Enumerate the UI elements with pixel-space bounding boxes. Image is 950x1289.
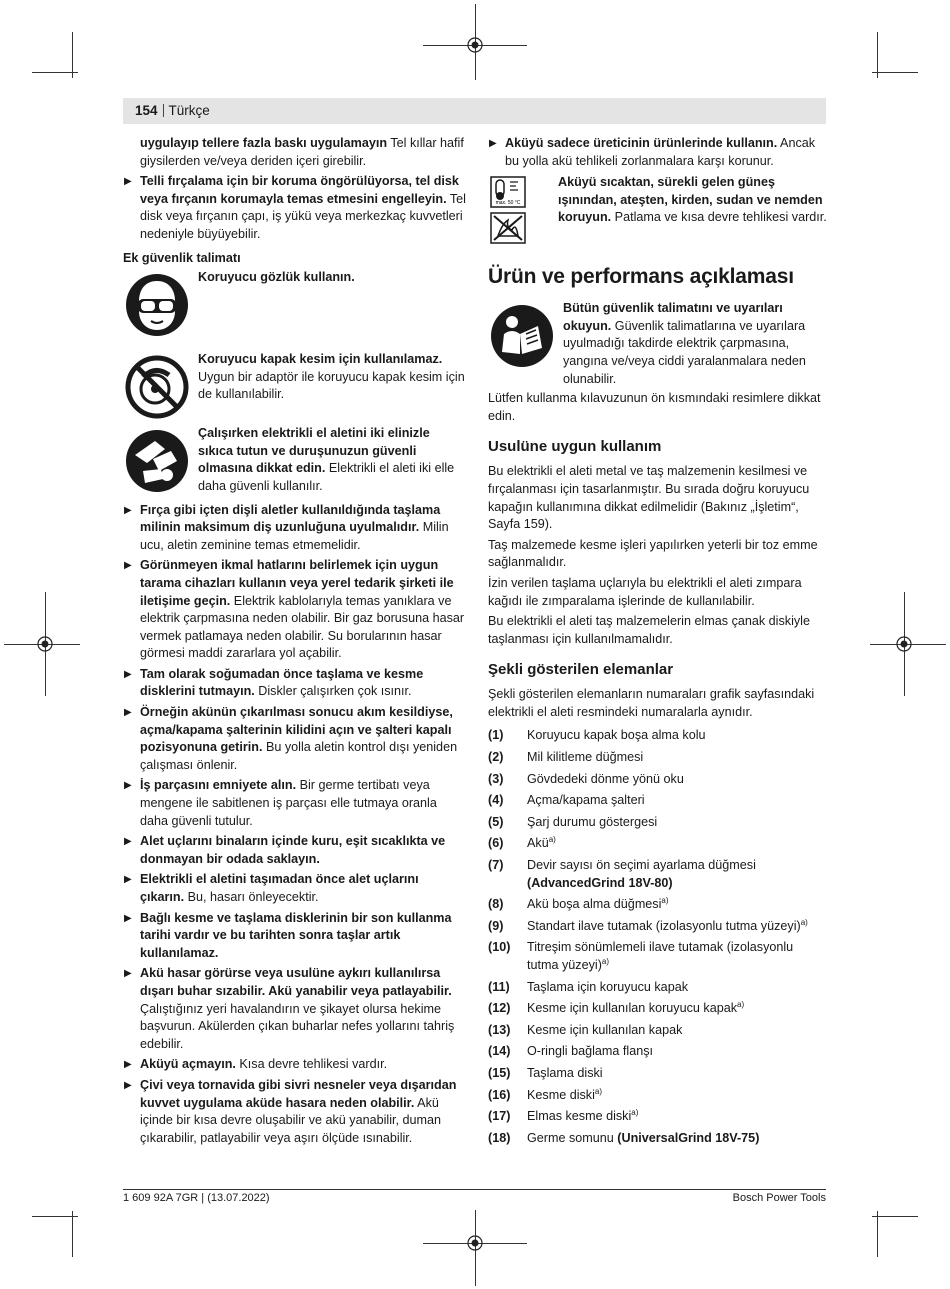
bullet-item: ▶ Görünmeyen ikmal hatlarını belirlemek için uygun tarama cihazları kullanın veya yerel tedarik şirketi ile iletişime geçin. Elektrik kablolarıyla temas yanıklara ve elektrik çarpmasına neden olabilir. Bir gaz borusuna hasar vermek patlamaya neden olabilir. Su borularının hasar görmesi maddi zararlara yol açabilir. [124,558,465,661]
arrow-bullet-icon: ▶ [124,176,132,188]
component-label-wrap [527,771,828,789]
footnote-marker: a) [800,917,808,927]
component-label-wrap [527,979,828,997]
component-item [488,857,828,892]
bullet-item: ▶ Bağlı kesme ve taşlama disklerinin bir son kullanma tarihi vardır ve bu tarihten sonra taşlar artık kullanılamaz. [124,910,452,960]
component-number: (4) [488,793,504,808]
components-list [488,727,828,1147]
bullet-item: ▶ Tam olarak soğumadan önce taşlama ve kesme disklerini tutmayın. Diskler çalışırken çok ısınır. [124,666,424,699]
battery-warning [488,174,828,244]
component-number: (6) [488,836,504,851]
bullet-item: ▶ İş parçasını emniyete alın. Bir germe tertibatı veya mengene ile sabitlenen iş parçası elle tutmaya oranla daha güvenli tutulur. [124,778,437,828]
component-number: (3) [488,771,504,786]
component-label-wrap [527,896,828,914]
crop-mark [872,1216,918,1217]
component-number: (12) [488,1001,511,1016]
component-label: Gövdedeki dönme yönü oku [527,771,684,786]
component-label: O-ringli bağlama flanşı [527,1044,653,1059]
manual-note: Lütfen kullanma kılavuzunun ön kısmındaki resimlere dikkat edin. [488,391,821,423]
component-label: Açma/kapama şalteri [527,793,645,808]
footer-doc-code: 1 609 92A 7GR | (13.07.2022) [123,1192,270,1204]
component-number: (17) [488,1109,511,1124]
component-number: (1) [488,728,504,743]
no-guard-cutting-icon [125,355,189,419]
section-title: Ürün ve performans açıklaması [488,265,794,289]
extra-safety-heading: Ek güvenlik talimatı [123,250,241,265]
component-number: (15) [488,1065,511,1080]
intended-use-paragraph: Taş malzemede kesme işleri yapılırken yeterli bir toz emme sağlanmalıdır. [488,537,818,570]
component-label: Titreşim sönümlemeli ilave tutamak (izolasyonlu tutma yüzeyi) [527,940,794,972]
component-item [488,939,828,974]
component-label-wrap [527,918,828,936]
component-item [488,835,828,853]
read-manual-instruction [488,300,828,388]
component-item [488,1087,828,1105]
components-intro: Şekli gösterilen elemanların numaraları grafik sayfasındaki elektrikli el aleti resmindeki numaralarla aynıdır. [488,687,815,719]
no-fire-water-icon [490,212,526,244]
component-label: Kesme için kullanılan kapak [527,1022,683,1037]
component-label: Taşlama için koruyucu kapak [527,979,688,994]
component-item [488,792,828,810]
battery-warning-text: Patlama ve kısa devre tehlikesi vardır. [611,210,827,225]
footnote-marker: a) [661,896,669,906]
bullet-item: ▶ Aküyü sadece üreticinin ürünlerinde kullanın. Ancak bu yolla akü tehlikeli zorlanmalara karşı korunur. [489,136,816,168]
component-item [488,727,828,745]
bullet-item: ▶ Aküyü açmayın. Kısa devre tehlikesi vardır. [123,1056,466,1074]
footnote-marker: a) [601,956,610,966]
intro-paragraph: uygulayıp tellere fazla baskı uygulamayın Tel kıllar hafif giysilerden ve/veya deriden içeri girebilir. [140,136,464,168]
component-item [488,749,828,767]
component-label-wrap [527,727,828,745]
crop-mark [872,72,918,73]
icon-instruction [123,351,466,419]
component-label-wrap [527,1043,828,1061]
component-label: Mil kilitleme düğmesi [527,750,644,765]
component-label-wrap [527,1000,828,1018]
component-item [488,1022,828,1040]
bullet-item: ▶ Elektrikli el aletini taşımadan önce alet uçlarını çıkarın. Bu, hasarı önleyecektir. [124,872,419,904]
arrow-bullet-icon: ▶ [489,138,497,149]
crop-mark [877,1211,878,1257]
component-item [488,814,828,832]
right-column [488,135,828,1151]
component-label: Taşlama diski [527,1065,603,1080]
arrow-bullet-icon: ▶ [124,504,132,516]
component-label: Koruyucu kapak boşa alma kolu [527,728,706,743]
bullet-item: ▶ Fırça gibi içten dişli aletler kullanıldığında taşlama milinin maksimum diş uzunluğuna uyulmalıdır. Milin ucu, aletin zeminine temas etmemelidir. [124,502,449,552]
component-number: (18) [488,1130,511,1145]
component-item [488,979,828,997]
component-label-wrap [527,835,828,853]
bullet-item: ▶ Alet uçlarını binaların içinde kuru, eşit sıcaklıkta ve donmayan bir odada saklayın. [124,834,446,866]
component-label-wrap [527,1108,828,1126]
safety-bullet-list [123,502,466,1148]
component-number: (11) [488,979,510,994]
component-label: Kesme diski [527,1087,595,1102]
registration-mark-icon [466,1234,484,1252]
header-language: Türkçe [168,103,210,118]
page-number: 154 [135,103,158,118]
read-manual-text: Güvenlik talimatlarına ve uyarılara uyulmadığı takdirde elektrik çarpmasına, yangına ve/veya ciddi yaralanmalara neden olunabilir. [563,318,806,386]
component-model: (AdvancedGrind 18V-80) [527,875,673,890]
arrow-bullet-icon: ▶ [124,1079,132,1091]
component-number: (16) [488,1087,511,1102]
component-model: (UniversalGrind 18V-75) [617,1130,760,1145]
component-label-wrap [527,939,828,974]
max-temperature-icon [490,176,526,208]
component-label: Akü [527,836,549,851]
icon-instruction-bold: Koruyucu kapak kesim için kullanılamaz. [198,352,443,367]
icon-instruction-bold: Koruyucu gözlük kullanın. [198,270,355,285]
component-label-wrap [527,1130,828,1148]
arrow-bullet-icon: ▶ [124,707,132,719]
read-manual-icon [490,304,554,368]
intended-use-title: Usulüne uygun kullanım [488,438,662,456]
component-item [488,771,828,789]
arrow-bullet-icon: ▶ [124,560,132,572]
two-hands-icon [125,429,189,493]
crop-mark [72,1211,73,1257]
component-label: Devir sayısı ön seçimi ayarlama düğmesi [527,858,756,873]
component-item [488,1130,828,1148]
component-label-wrap [527,857,828,892]
icon-instruction-bold: Çalışırken elektrikli el aletini iki elinizle sıkıca tutun ve duruşunuzun güvenli olmasına dikkat edin. [198,426,430,476]
arrow-bullet-icon: ▶ [124,1059,132,1071]
component-number: (13) [488,1022,511,1037]
icon-instruction-text: Elektrikli el aleti iki elle daha güvenli kullanılır. [198,461,455,493]
icon-instruction-text: Uygun bir adaptör ile koruyucu kapak kesim için de kullanılabilir. [198,369,465,402]
component-number: (14) [488,1044,511,1059]
component-item [488,918,828,936]
header-divider [163,104,164,117]
component-item [488,1108,828,1126]
arrow-bullet-icon: ▶ [124,912,132,924]
read-manual-bold: Bütün güvenlik talimatını ve uyarıları okuyun. [563,301,783,333]
battery-warning-bold: Aküyü sıcaktan, sürekli gelen güneş ışınından, ateşten, kirden, sudan ve nemden koruyun. [558,175,823,225]
component-item [488,896,828,914]
component-label: Akü boşa alma düğmesi [527,897,662,912]
crop-mark [32,72,78,73]
component-label: Şarj durumu göstergesi [527,814,658,829]
component-number: (7) [488,858,504,873]
arrow-bullet-icon: ▶ [124,836,132,848]
component-label: Standart ilave tutamak (izolasyonlu tutma yüzeyi) [527,918,801,933]
safety-glasses-icon [125,273,189,337]
component-number: (8) [488,897,504,912]
component-label-wrap [527,814,828,832]
arrow-bullet-icon: ▶ [124,874,132,886]
footnote-marker: a) [737,1000,745,1009]
bullet-item: ▶ Örneğin akünün çıkarılması sonucu akım kesildiyse, açma/kapama şalterinin kilidini açın ve şalteri kapalı pozisyonuna getirin. Bu yolla aletin kontrol dışı yeniden çalışması önlenir. [124,705,458,772]
icon-instruction [123,425,466,495]
icon-instruction [123,269,466,345]
intended-use-paragraph: İzin verilen taşlama uçlarıyla bu elektrikli el aleti zımpara kağıdı ile zımparalama işlerinde de kullanılabilir. [488,575,802,608]
registration-mark-icon [466,36,484,54]
bullet-item: ▶ Çivi veya tornavida gibi sivri nesneler veya dışarıdan kuvvet uygulama aküde hasara neden olabilir. Akü içinde bir kısa devre oluşabilir ve akü yanabilir, duman çıkarabilir, patlayabilir veya aşırı ölçüde ısınabilir. [124,1077,457,1145]
component-label-wrap [527,1065,828,1083]
component-number: (9) [488,918,504,933]
component-label: Kesme için kullanılan koruyucu kapak [527,1001,738,1016]
components-title: Şekli gösterilen elemanlar [488,661,674,679]
footer-brand: Bosch Power Tools [732,1192,826,1204]
bullet-item: ▶ Akü hasar görürse veya usulüne aykırı kullanılırsa dışarı buhar sızabilir. Akü yanabilir veya patlayabilir. Çalıştığınız yeri havalandırın ve şikayet olursa hekime başvurun. Akülerden çıkan buharlar nefes yollarını tahriş edebilir. [124,966,455,1051]
component-label-wrap [527,1087,828,1105]
component-label: Elmas kesme diski [527,1109,632,1124]
page-header [135,103,210,118]
component-item [488,1043,828,1061]
max-temperature-label: max. 50 °C [495,200,521,207]
footnote-marker: a) [594,1086,603,1096]
intended-use-paragraph: Bu elektrikli el aleti taş malzemelerin elmas çanak diskiyle taşlanması için kullanılmamalıdır. [488,614,810,646]
component-label-wrap [527,749,828,767]
component-number: (10) [488,940,511,955]
component-item [488,1000,828,1018]
component-label: Germe somunu [527,1130,614,1145]
page-header-bar [123,98,826,124]
arrow-bullet-icon: ▶ [124,968,132,980]
component-number: (2) [488,750,504,765]
arrow-bullet-icon: ▶ [124,780,132,792]
crop-mark [32,1216,78,1217]
component-number: (5) [488,814,504,829]
footnote-marker: a) [548,835,556,845]
left-column [123,135,466,1150]
component-item [488,1065,828,1083]
footer-divider [123,1189,826,1190]
bullet-item: ▶ Telli fırçalama için bir koruma öngörülüyorsa, tel disk veya fırçanın korumayla temas etmesini engelleyin. Tel disk veya fırçanın çapı, iş yükü veya merkezkaç kuvvetleri nedeniyle büyüyebilir. [124,174,466,241]
component-label-wrap [527,1022,828,1040]
registration-mark-icon [36,635,54,653]
registration-mark-icon [895,635,913,653]
intended-use-paragraph: Bu elektrikli el aleti metal ve taş malzemenin kesilmesi ve fırçalanması için tasarlanmıştır. Bu sırada doğru koruyucu kapağın kullanımına dikkat edilmelidir (Bakınız „İşletim“, Sayfa 159). [488,464,810,532]
component-label-wrap [527,792,828,810]
arrow-bullet-icon: ▶ [124,668,132,680]
footnote-marker: a) [631,1107,639,1117]
